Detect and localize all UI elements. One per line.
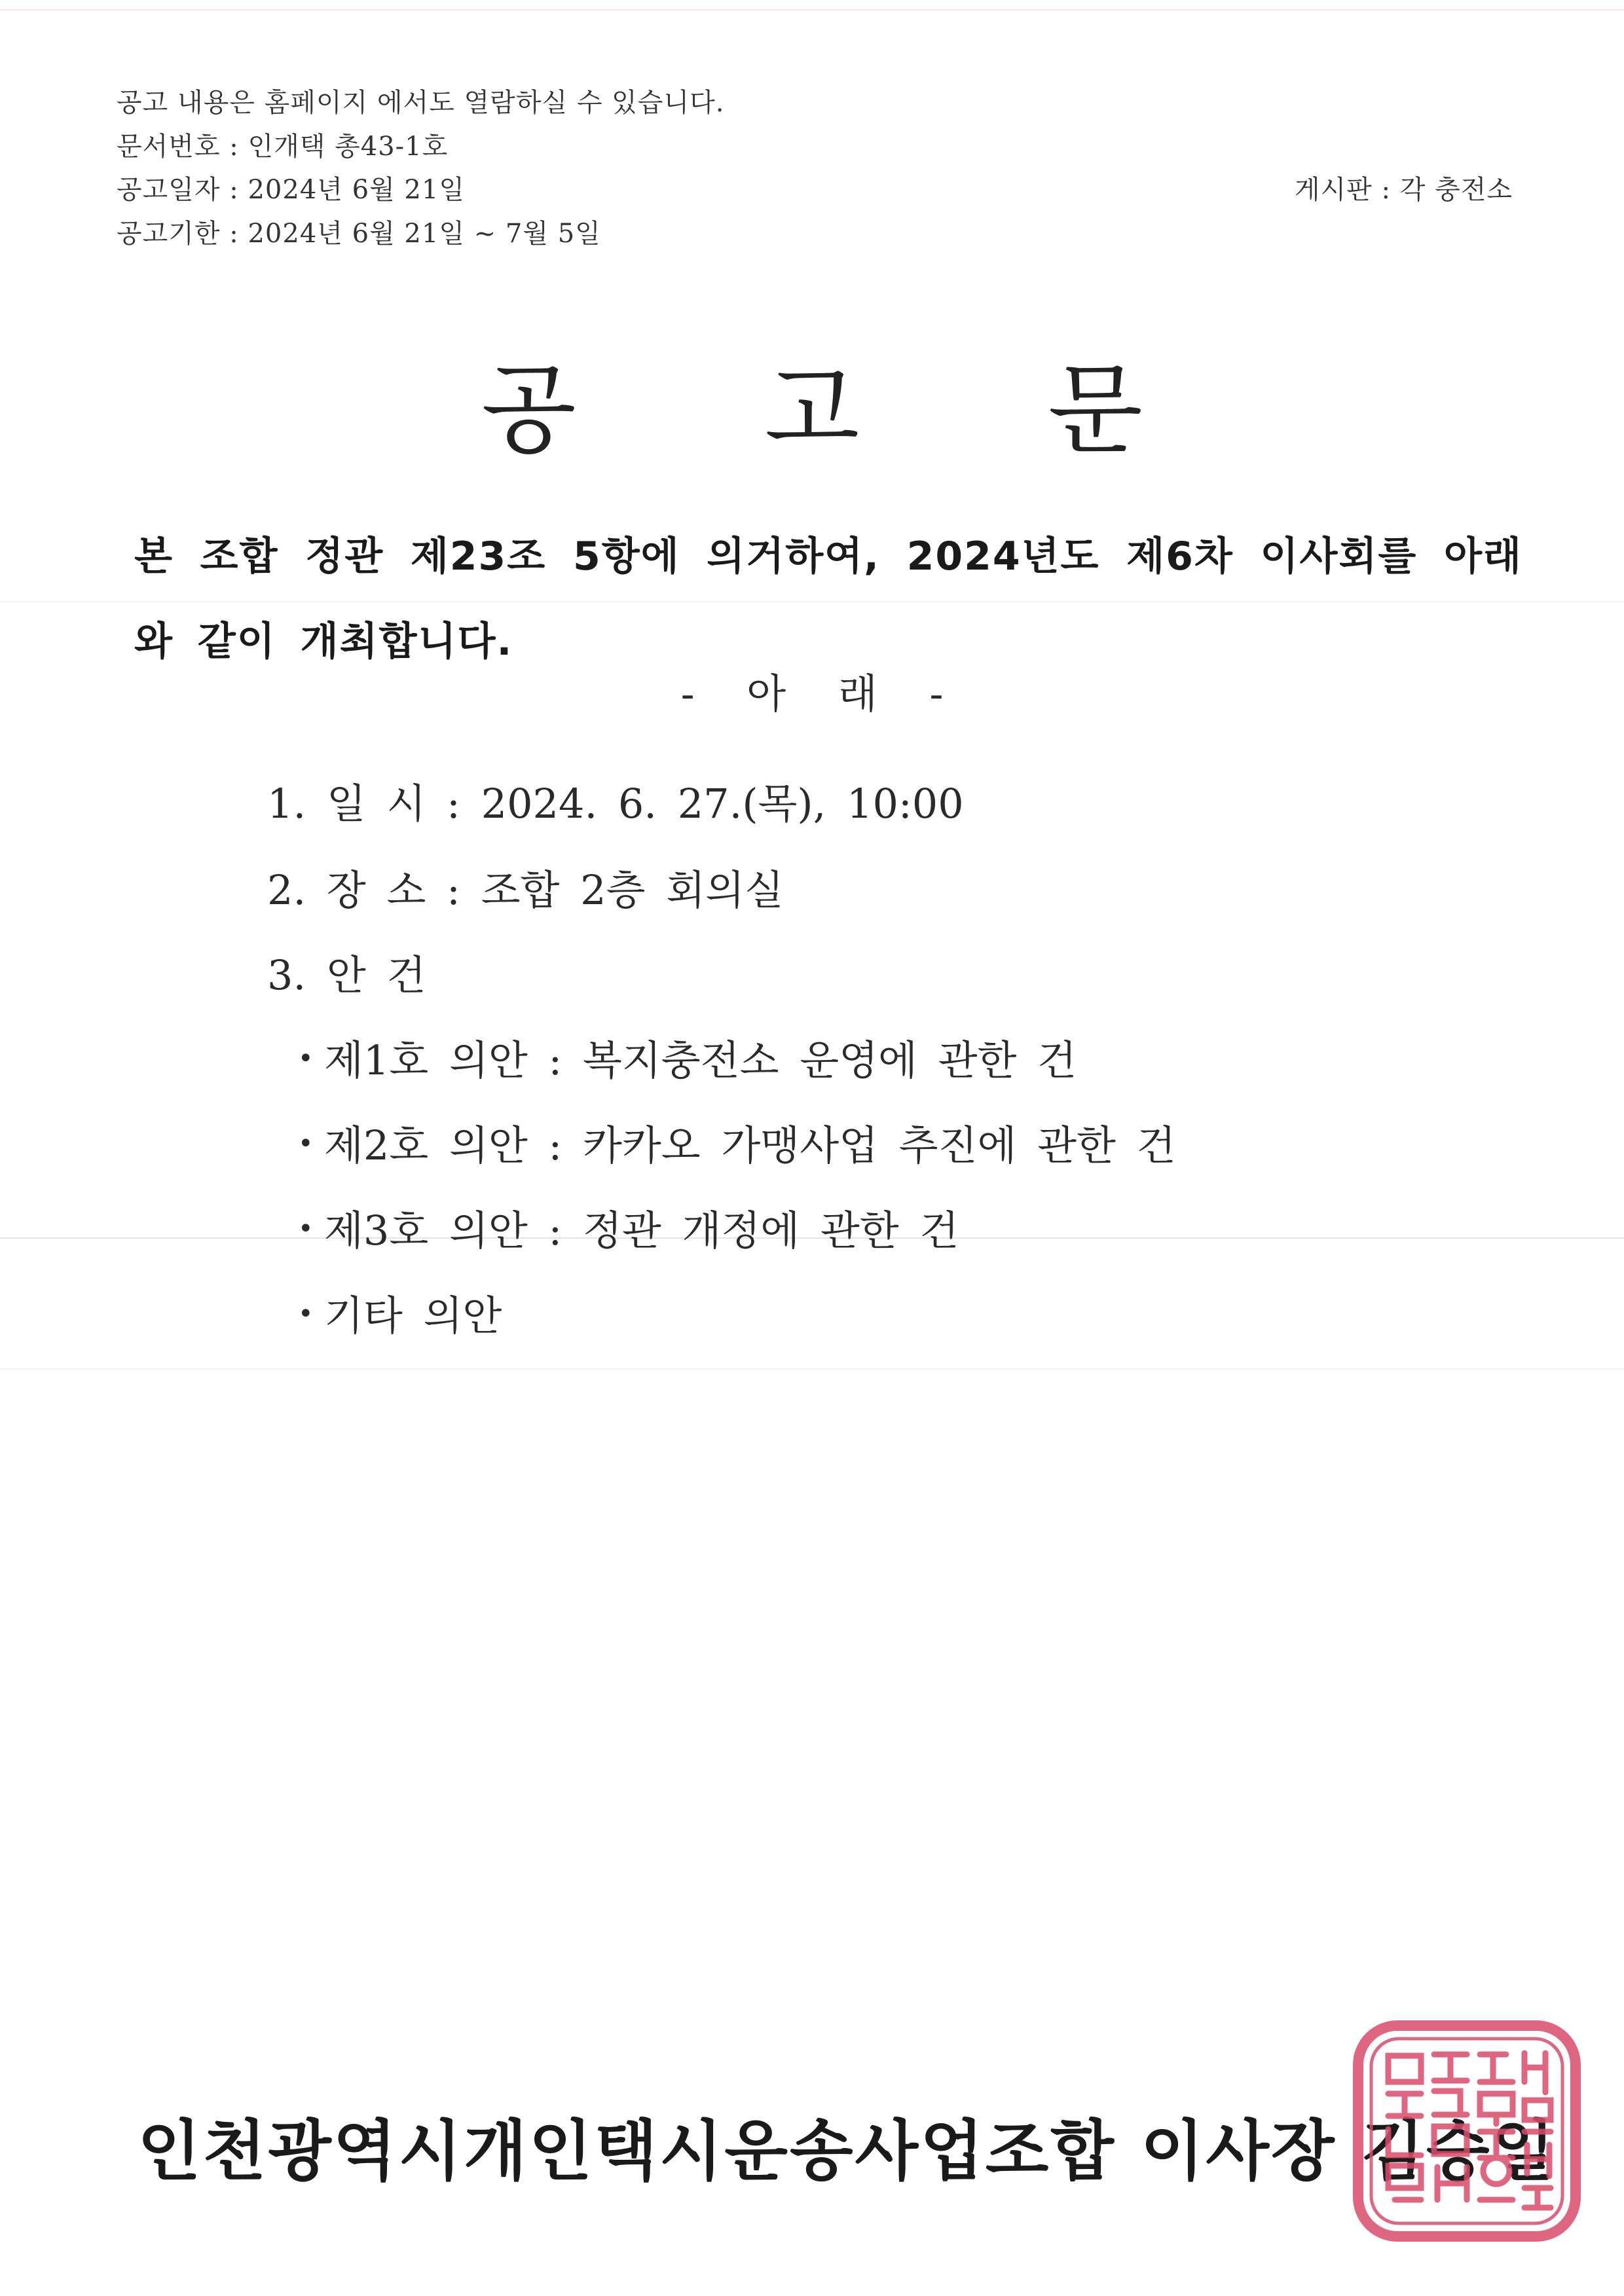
section-subheading: - 아 래 - [680,670,944,718]
notice-date: 공고일자 : 2024년 6월 21일 [117,175,465,205]
item-agenda-label: 3. 안 건 [267,951,426,999]
bullet-icon: • [298,1213,314,1244]
bullet-icon: • [298,1298,314,1329]
official-seal-icon [1349,2016,1585,2246]
agenda-item [298,1198,959,1256]
page-title: 공 고 문 [481,354,1222,467]
agenda-item [298,1113,1175,1171]
bulletin-board: 게시판 : 각 충전소 [1294,175,1513,205]
scan-artifact-line [0,9,1624,10]
bullet-icon: • [298,1043,314,1074]
agenda-item [298,1283,502,1341]
homepage-notice-line: 공고 내용은 홈페이지 에서도 열람하실 수 있습니다. [117,88,725,118]
document-number: 문서번호 : 인개택 총43-1호 [117,132,449,162]
agenda-item [298,1028,1077,1086]
item-datetime: 1. 일 시 : 2024. 6. 27.(목), 10:00 [267,780,964,828]
agenda-item-text: 기타 의안 [324,1292,502,1339]
intro-paragraph: 본 조합 정관 제23조 5항에 의거하여, 2024년도 제6차 이사회를 아래와 같이 개최합니다. [134,534,1522,665]
notice-period: 공고기한 : 2024년 6월 21일 ~ 7월 5일 [117,219,601,249]
item-place: 2. 장 소 : 조합 2층 회의실 [267,866,784,914]
agenda-item-text: 제3호 의안 : 정관 개정에 관한 건 [324,1207,959,1254]
agenda-item-text: 제1호 의안 : 복지충전소 운영에 관한 건 [324,1036,1077,1084]
bullet-icon: • [298,1128,314,1159]
scan-artifact-line [0,1368,1624,1370]
agenda-item-text: 제2호 의안 : 카카오 가맹사업 추진에 관한 건 [324,1121,1176,1169]
signature-line: 인천광역시개인택시운송사업조합 이사장 김승일 [138,2113,1557,2189]
